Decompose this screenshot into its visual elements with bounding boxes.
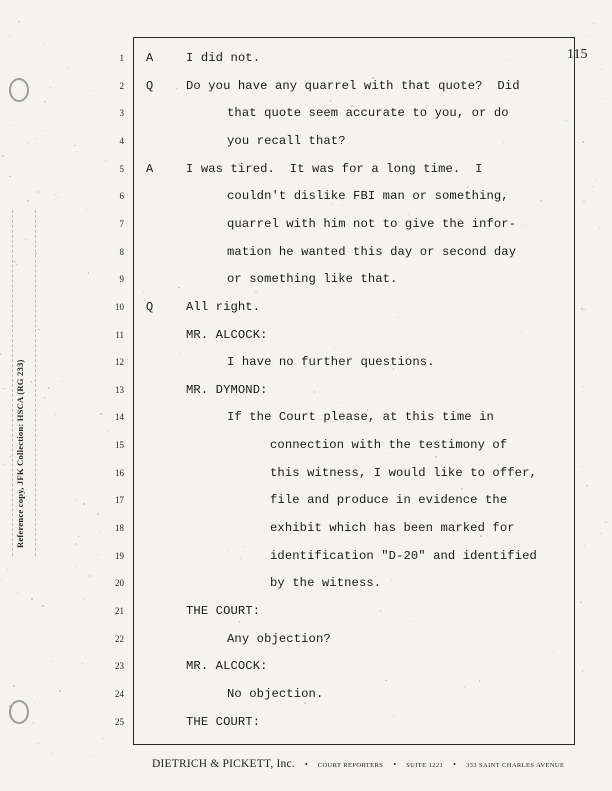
line-number: 15 <box>115 440 124 451</box>
line-number: 1 <box>119 53 124 63</box>
scan-speck <box>105 160 106 161</box>
footer-suite: SUITE 1221 <box>406 762 444 769</box>
scan-speck <box>89 575 90 576</box>
scan-speck <box>334 348 335 349</box>
scan-speck <box>43 44 44 45</box>
line-number: 2 <box>119 80 124 91</box>
transcript-line-text: THE COURT: <box>186 714 261 729</box>
transcript-line-text: or something like that. <box>227 272 398 287</box>
transcript-line-text: Any objection? <box>227 631 331 646</box>
scan-speck <box>10 753 11 754</box>
scan-speck <box>82 663 83 664</box>
scan-speck <box>62 381 64 383</box>
scan-speck <box>75 499 76 500</box>
transcript-line-text: I have no further questions. <box>227 355 435 370</box>
transcript-line-text: exhibit which has been marked for <box>270 521 515 536</box>
transcript-line-text: by the witness. <box>270 576 382 591</box>
transcript-line-text: I was tired. It was for a long time. I <box>186 161 483 176</box>
footer-reporters: COURT REPORTERS <box>317 762 384 769</box>
scan-speck <box>0 353 1 354</box>
scan-speck <box>11 325 12 326</box>
line-number: 12 <box>115 357 124 368</box>
archive-reference-stamp: Reference copy, JFK Collection: HSCA (RG 233) <box>15 359 25 548</box>
transcript-line-text: connection with the testimony of <box>270 438 508 453</box>
line-number: 13 <box>115 384 124 395</box>
scan-speck <box>393 368 394 369</box>
scan-speck <box>38 329 40 331</box>
scan-speck <box>582 141 584 143</box>
scan-speck <box>351 105 352 106</box>
scan-speck <box>31 598 32 599</box>
scan-speck <box>93 756 94 757</box>
scan-speck <box>55 194 57 196</box>
scan-speck <box>76 151 77 152</box>
scan-speck <box>596 179 597 180</box>
transcript-line-text: that quote seem accurate to you, or do <box>227 106 509 121</box>
scan-speck <box>332 203 333 204</box>
line-number: 8 <box>119 246 124 257</box>
transcript-line-text: MR. DYMOND: <box>186 382 268 397</box>
scan-speck <box>479 680 480 681</box>
line-number: 21 <box>115 606 124 616</box>
scan-speck <box>97 513 99 515</box>
scan-speck <box>597 108 598 109</box>
scan-speck <box>506 60 507 61</box>
scan-speck <box>9 705 10 706</box>
page-number: 115 <box>567 47 588 62</box>
scan-speck <box>42 130 43 131</box>
scan-speck <box>601 69 602 70</box>
scan-speck <box>176 88 177 89</box>
scan-speck <box>83 599 85 601</box>
scan-speck <box>75 566 76 567</box>
line-number: 25 <box>115 716 124 727</box>
scan-speck <box>398 317 399 318</box>
scan-speck <box>7 569 8 570</box>
scan-speck <box>86 209 87 210</box>
scan-speck <box>82 118 83 119</box>
scan-speck <box>408 214 409 215</box>
line-number: 10 <box>115 301 124 312</box>
scan-speck <box>589 36 590 37</box>
scan-speck <box>240 558 241 559</box>
speaker-marker: Q <box>146 299 154 314</box>
scan-speck <box>9 36 10 37</box>
line-number: 4 <box>119 135 124 146</box>
scan-speck <box>391 580 392 581</box>
scan-speck <box>36 285 37 286</box>
scan-speck <box>27 143 28 144</box>
scan-speck <box>372 77 374 79</box>
scan-speck <box>10 125 11 126</box>
transcript-line-text: identification "D-20" and identified <box>270 548 537 563</box>
scan-speck <box>33 722 34 723</box>
speaker-marker: A <box>146 161 154 176</box>
transcript-line-text: No objection. <box>227 686 324 701</box>
footer-address: 333 SAINT CHARLES AVENUE <box>465 762 565 769</box>
scan-speck <box>582 466 583 467</box>
scan-speck <box>18 21 20 23</box>
scan-speck <box>59 690 60 691</box>
scan-speck <box>583 309 584 310</box>
scan-speck <box>393 715 394 716</box>
scan-speck <box>605 98 606 99</box>
line-number: 7 <box>119 218 124 229</box>
scan-speck <box>53 249 54 250</box>
transcript-line-text: If the Court please, at this time in <box>227 410 494 425</box>
line-number: 5 <box>119 163 124 174</box>
scan-speck <box>38 191 39 192</box>
scan-speck <box>586 485 588 487</box>
scan-speck <box>3 388 5 390</box>
line-number: 23 <box>115 661 124 672</box>
transcript-line-text: MR. ALCOCK: <box>186 327 268 342</box>
scan-speck <box>83 503 84 504</box>
scan-speck <box>17 592 18 593</box>
line-number: 19 <box>115 550 124 561</box>
scan-speck <box>1 580 2 581</box>
line-number: 24 <box>115 688 124 699</box>
scan-speck <box>178 287 179 288</box>
line-number: 22 <box>115 633 124 644</box>
scan-speck <box>74 145 76 147</box>
scan-speck <box>600 533 601 534</box>
scan-speck <box>100 531 101 532</box>
scan-speck <box>44 397 45 398</box>
speaker-marker: A <box>146 51 154 65</box>
footer-separator: • <box>393 760 397 769</box>
scan-speck <box>88 272 90 274</box>
transcript-line-text: mation he wanted this day or second day <box>227 244 517 259</box>
transcript-line-text: quarrel with him not to give the infor- <box>227 216 517 231</box>
transcript-line-text: MR. ALCOCK: <box>186 659 268 674</box>
scan-speck <box>338 402 339 403</box>
scan-speck <box>599 228 600 229</box>
line-number: 6 <box>119 191 124 202</box>
scan-speck <box>566 120 567 121</box>
scan-speck <box>243 546 244 547</box>
scan-speck <box>48 387 50 389</box>
scan-speck <box>2 155 4 157</box>
scan-speck <box>34 703 35 704</box>
footer <box>152 754 564 772</box>
scan-speck <box>25 239 26 240</box>
line-number: 9 <box>119 274 124 285</box>
scan-speck <box>583 201 584 202</box>
speaker-marker: Q <box>146 78 154 93</box>
scan-speck <box>16 264 17 265</box>
line-number: 20 <box>115 578 124 589</box>
scan-speck <box>44 101 45 102</box>
transcript-line-text: Do you have any quarrel with that quote? Did <box>186 78 520 93</box>
scan-speck <box>330 100 331 101</box>
scan-speck <box>57 197 58 198</box>
punch-hole-icon <box>9 78 29 102</box>
line-number: 11 <box>115 329 124 340</box>
scan-speck <box>582 670 583 671</box>
line-number: 18 <box>115 523 124 534</box>
scan-speck <box>467 186 469 188</box>
scan-speck <box>38 743 39 744</box>
scan-speck <box>509 718 510 719</box>
scan-speck <box>35 138 36 139</box>
footer-separator: • <box>453 760 456 769</box>
footer-separator: • <box>304 760 308 769</box>
scan-speck <box>10 456 11 457</box>
line-number: 16 <box>115 467 124 478</box>
transcript-line-text: couldn't dislike FBI man or something, <box>227 189 509 204</box>
scan-speck <box>55 414 56 415</box>
footer-firm: DIETRICH & PICKETT, Inc. <box>152 758 295 770</box>
scan-speck <box>35 253 37 255</box>
scan-speck <box>97 554 98 555</box>
scan-speck <box>78 536 79 537</box>
transcript-line-text: you recall that? <box>227 133 346 148</box>
scan-speck <box>75 543 76 544</box>
line-number: 3 <box>119 108 124 119</box>
scan-speck <box>51 661 52 662</box>
scan-speck <box>592 186 593 187</box>
scan-speck <box>3 464 4 465</box>
scan-speck <box>100 413 101 414</box>
scan-speck <box>42 605 44 607</box>
line-number: 17 <box>115 495 124 506</box>
scan-speck <box>68 67 69 68</box>
scan-speck <box>255 292 257 294</box>
transcript-line-text: this witness, I would like to offer, <box>270 465 537 480</box>
scan-speck <box>51 753 52 754</box>
scan-speck <box>583 386 584 387</box>
scan-speck <box>580 602 581 603</box>
scan-speck <box>605 522 607 524</box>
scan-speck <box>10 246 11 247</box>
scan-speck <box>27 200 29 202</box>
scan-speck <box>50 87 51 88</box>
scan-speck <box>9 176 11 178</box>
transcript-line-text: file and produce in evidence the <box>270 493 508 508</box>
scan-speck <box>143 292 144 293</box>
transcript-line-text: All right. <box>186 299 261 314</box>
scan-speck <box>13 685 14 686</box>
scan-speck <box>593 23 594 24</box>
punch-hole-icon <box>9 700 29 724</box>
scan-speck <box>107 431 108 432</box>
line-number: 14 <box>115 412 124 423</box>
scan-speck <box>93 90 94 91</box>
scan-speck <box>103 738 104 739</box>
transcript-line-text: I did not. <box>186 51 261 65</box>
transcript-line-text: THE COURT: <box>186 604 261 618</box>
scan-speck <box>584 545 585 546</box>
